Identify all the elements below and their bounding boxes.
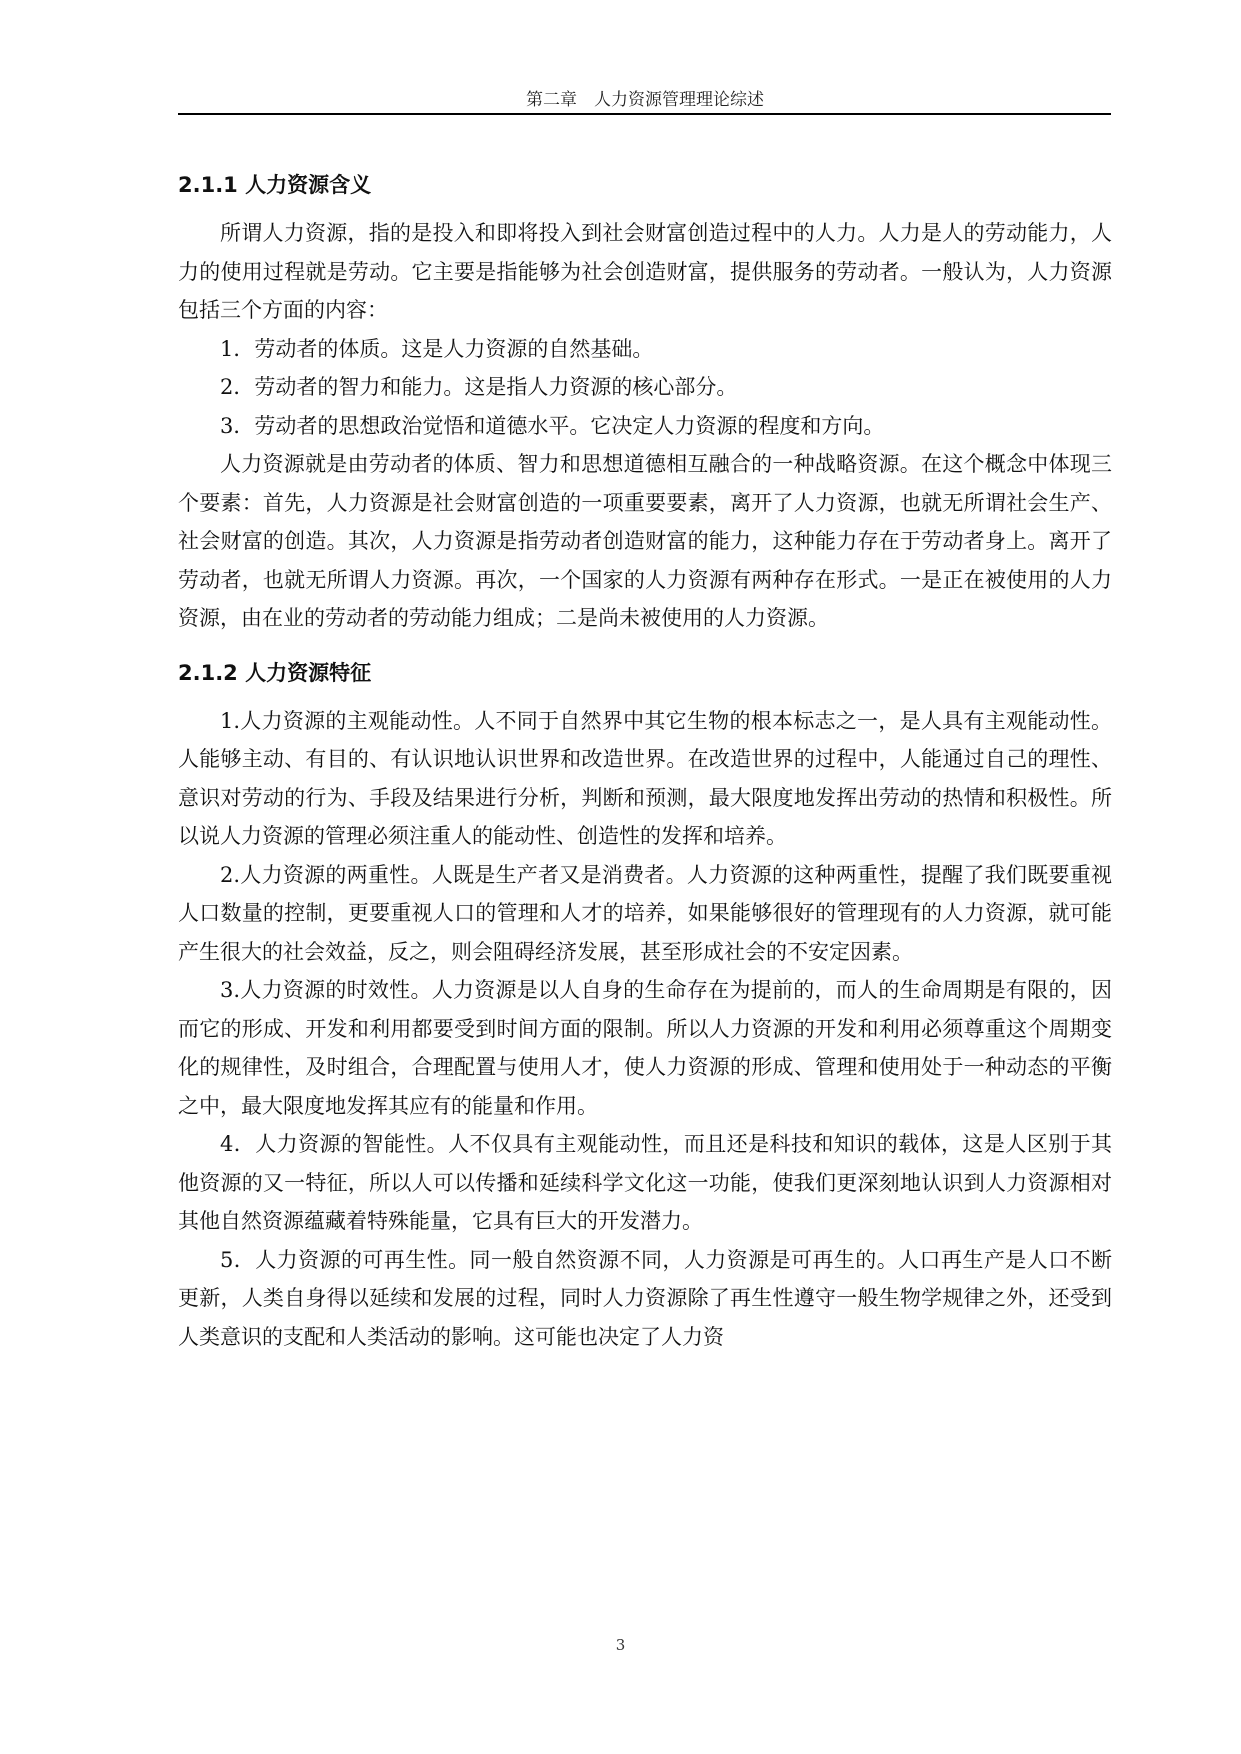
section-heading: 2.1.2 人力资源特征 [178, 660, 372, 685]
list-item: 1．劳动者的体质。这是人力资源的自然基础。 [220, 336, 654, 361]
list-item: 3．劳动者的思想政治觉悟和道德水平。它决定人力资源的程度和方向。 [220, 413, 885, 438]
page-body [178, 170, 1112, 1356]
paragraph: 所谓人力资源，指的是投入和即将投入到社会财富创造过程中的人力。人力是人的劳动能力，人力的使用过程就是劳动。它主要是指能够为社会创造财富，提供服务的劳动者。一般认为，人力资源包括三个方面的内容： [178, 221, 1112, 322]
section-heading: 2.1.1 人力资源含义 [178, 173, 372, 197]
paragraph: 3.人力资源的时效性。人力资源是以人自身的生命存在为提前的，而人的生命周期是有限的，因而它的形成、开发和利用都要受到时间方面的限制。所以人力资源的开发和利用必须尊重这个周期变化的规律性，及时组合，合理配置与使用人才，使人力资源的形成、管理和使用处于一种动态的平衡之中，最大限度地发挥其应有的能量和作用。 [178, 978, 1112, 1118]
paragraph: 5．人力资源的可再生性。同一般自然资源不同，人力资源是可再生的。人口再生产是人口不断更新，人类自身得以延续和发展的过程，同时人力资源除了再生性遵守一般生物学规律之外，还受到人类意识的支配和人类活动的影响。这可能也决定了人力资 [178, 1247, 1112, 1349]
paragraph: 4．人力资源的智能性。人不仅具有主观能动性，而且还是科技和知识的载体，这是人区别于其他资源的又一特征，所以人可以传播和延续科学文化这一功能，使我们更深刻地认识到人力资源相对其他自然资源蕴藏着特殊能量，它具有巨大的开发潜力。 [178, 1132, 1112, 1233]
page-number: 3 [615, 1636, 626, 1654]
list-item: 2．劳动者的智力和能力。这是指人力资源的核心部分。 [220, 375, 738, 399]
header-divider [178, 113, 1111, 115]
paragraph: 1.人力资源的主观能动性。人不同于自然界中其它生物的根本标志之一，是人具有主观能动性。人能够主动、有目的、有认识地认识世界和改造世界。在改造世界的过程中，人能通过自己的理性、意识对劳动的行为、手段及结果进行分析，判断和预测，最大限度地发挥出劳动的热情和积极性。所以说人力资源的管理必须注重人的能动性、创造性的发挥和培养。 [178, 708, 1112, 848]
paragraph: 2.人力资源的两重性。人既是生产者又是消费者。人力资源的这种两重性，提醒了我们既要重视人口数量的控制，更要重视人口的管理和人才的培养，如果能够很好的管理现有的人力资源，就可能产生很大的社会效益，反之，则会阻碍经济发展，甚至形成社会的不安定因素。 [178, 862, 1112, 964]
paragraph: 人力资源就是由劳动者的体质、智力和思想道德相互融合的一种战略资源。在这个概念中体现三个要素：首先，人力资源是社会财富创造的一项重要要素，离开了人力资源，也就无所谓社会生产、社会财富的创造。其次，人力资源是指劳动者创造财富的能力，这种能力存在于劳动者身上。离开了劳动者，也就无所谓人力资源。再次，一个国家的人力资源有两种存在形式。一是正在被使用的人力资源，由在业的劳动者的劳动能力组成；二是尚未被使用的人力资源。 [178, 452, 1112, 630]
running-header: 第二章 人力资源管理理论综述 [526, 90, 764, 110]
